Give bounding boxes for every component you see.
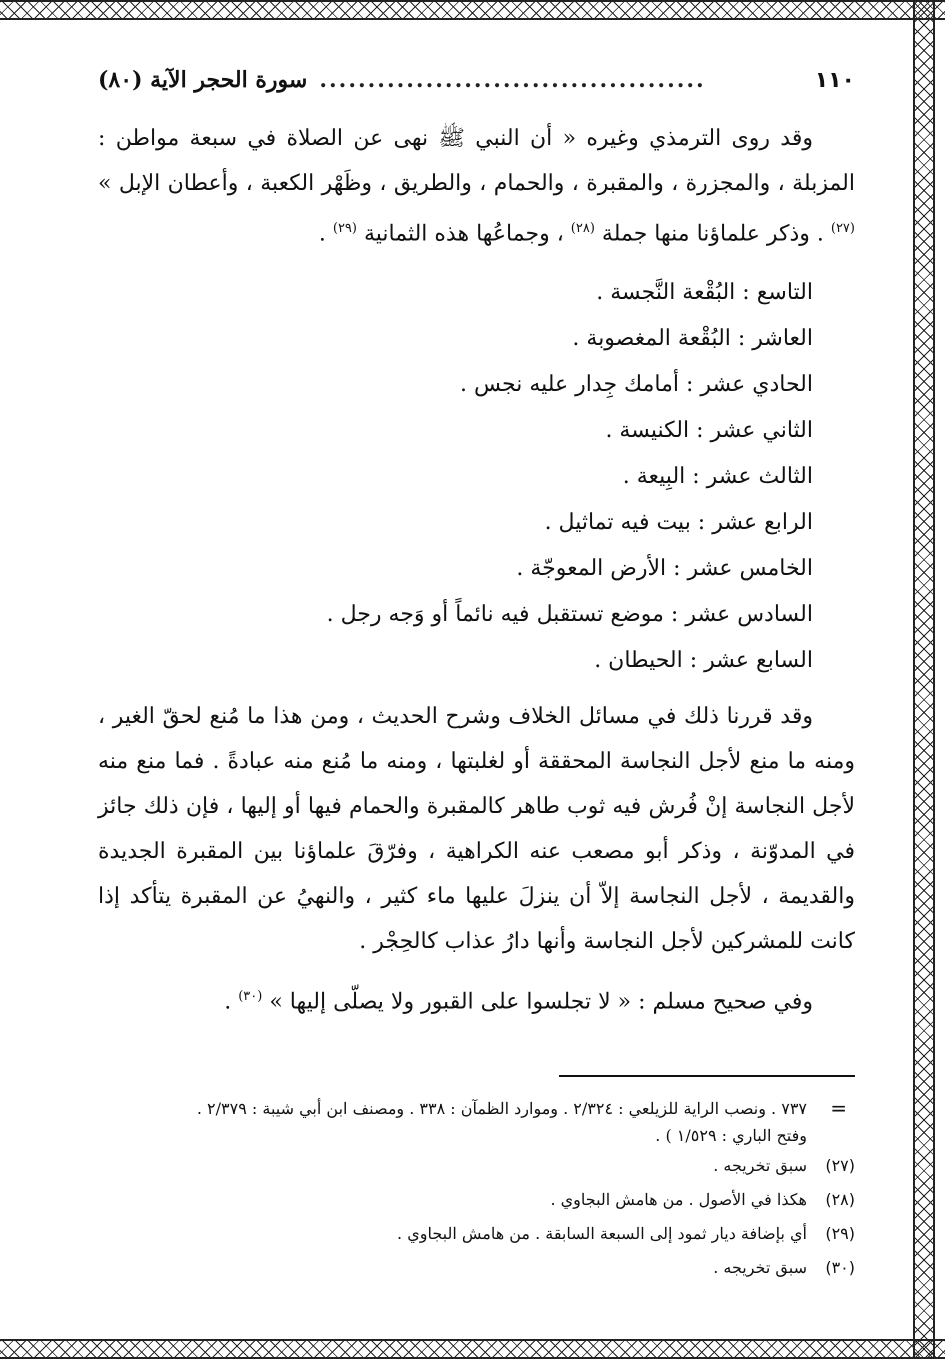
ornamental-border-right (913, 0, 935, 1359)
places-list (98, 270, 855, 684)
paragraph-1 (98, 116, 855, 256)
footnote-text: هكذا في الأصول . من هامش البجاوي . (550, 1189, 807, 1209)
running-header (98, 58, 855, 102)
footnote-text: أي بإضافة ديار ثمود إلى السبعة السابقة . من هامش البجاوي . (397, 1223, 807, 1243)
p3-end: . (224, 989, 232, 1015)
footnote-number: (٢٩) (825, 1223, 855, 1243)
p1-text-c: ، وجماعُها هذه الثمانية (363, 221, 564, 247)
p3-text: وفي صحيح مسلم : « لا تجلسوا على القبور ولا يصلّى إليها » (269, 989, 813, 1015)
page-content (98, 58, 855, 1327)
footnote-number: (٢٨) (825, 1189, 855, 1209)
continuation-line-1: ٧٣٧ . ونصب الراية للزيلعي : ٢/٣٢٤ . وموارد الظمآن : ٣٣٨ . ومصنف ابن أبي شيبة : ٢/٣٧٩ . (196, 1098, 807, 1118)
footnote-29 (98, 1217, 855, 1251)
footnote-number: (٣٠) (825, 1257, 855, 1277)
header-title: سورة الحجر الآية (٨٠) (98, 67, 308, 93)
footnote-30 (98, 1251, 855, 1285)
ornamental-border-top (0, 0, 945, 20)
list-item: التاسع : البُقْعة النَّجسة . (596, 280, 813, 306)
continuation-line-2: وفتح الباري : ١/٥٢٩ ) . (655, 1125, 807, 1145)
footnote-ref-30: (٣٠) (238, 989, 263, 1005)
list-item: العاشر : البُقْعة المغصوبة . (572, 326, 813, 352)
p1-text-d: . (318, 221, 326, 247)
paragraph-3 (98, 974, 855, 1024)
paragraph-2: وقد قررنا ذلك في مسائل الخلاف وشرح الحديث ، ومن هذا ما مُنع لحقّ الغير ، ومنه ما منع لأجل النجاسة المحققة أو لغلبتها ، ومنه ما مُنع منه عبادةً . فما منع منه لأجل النجاسة إنْ فُرش فيه ثوب طاهر كالمقبرة والحمام فيها أو إليها ، فإن ذلك جائز في المدوّنة ، وذكر أبو مصعب عنه الكراهية ، وفرّقَ علماؤنا بين المقبرة الجديدة والقديمة ، لأجل النجاسة إلاّ أن ينزلَ عليها ماء كثير ، والنهيُ عن المقبرة يتأكد إذا كانت للمشركين لأجل النجاسة وأنها دارُ عذاب كالحِجْر . (98, 704, 855, 955)
footnote-27 (98, 1149, 855, 1183)
list-item: الثاني عشر : الكنيسة . (605, 418, 813, 444)
list-item: السادس عشر : موضع تستقبل فيه نائماً أو وَجه رجل . (326, 602, 813, 628)
continuation-mark: = (830, 1095, 847, 1120)
list-item: الثالث عشر : البِيعة . (622, 464, 813, 490)
footnote-separator (559, 1075, 855, 1077)
list-item: السابع عشر : الحيطان . (594, 648, 813, 674)
footnote-ref-28: (٢٨) (570, 221, 595, 236)
header-dots: ........................................ (319, 67, 706, 93)
footnote-text: سبق تخريجه . (713, 1257, 807, 1277)
footnote-ref-27: (٢٧) (830, 221, 855, 236)
header-title-group (98, 58, 706, 102)
footnote-number: (٢٧) (825, 1155, 855, 1175)
list-item: الخامس عشر : الأرض المعوجّة . (516, 556, 813, 582)
footnote-continuation (98, 1095, 855, 1149)
footnote-28 (98, 1183, 855, 1217)
list-item: الحادي عشر : أمامك جِدار عليه نجس . (459, 372, 813, 398)
list-item: الرابع عشر : بيت فيه تماثيل . (544, 510, 813, 536)
p1-text-a: وقد روى الترمذي وغيره « أن النبي ﷺ نهى عن الصلاة في سبعة مواطن : المزبلة ، والمجزرة ، والمقبرة ، والحمام ، والطريق ، وظَهْر الكعبة ، وأعطان الإبل » (98, 126, 855, 196)
ornamental-border-bottom (0, 1339, 945, 1359)
footnote-text: سبق تخريجه . (713, 1155, 807, 1175)
p1-text-b: . وذكر علماؤنا منها جملة (601, 221, 824, 247)
footnote-ref-29: (٢٩) (332, 221, 357, 236)
page-number: ١١٠ (814, 68, 855, 93)
